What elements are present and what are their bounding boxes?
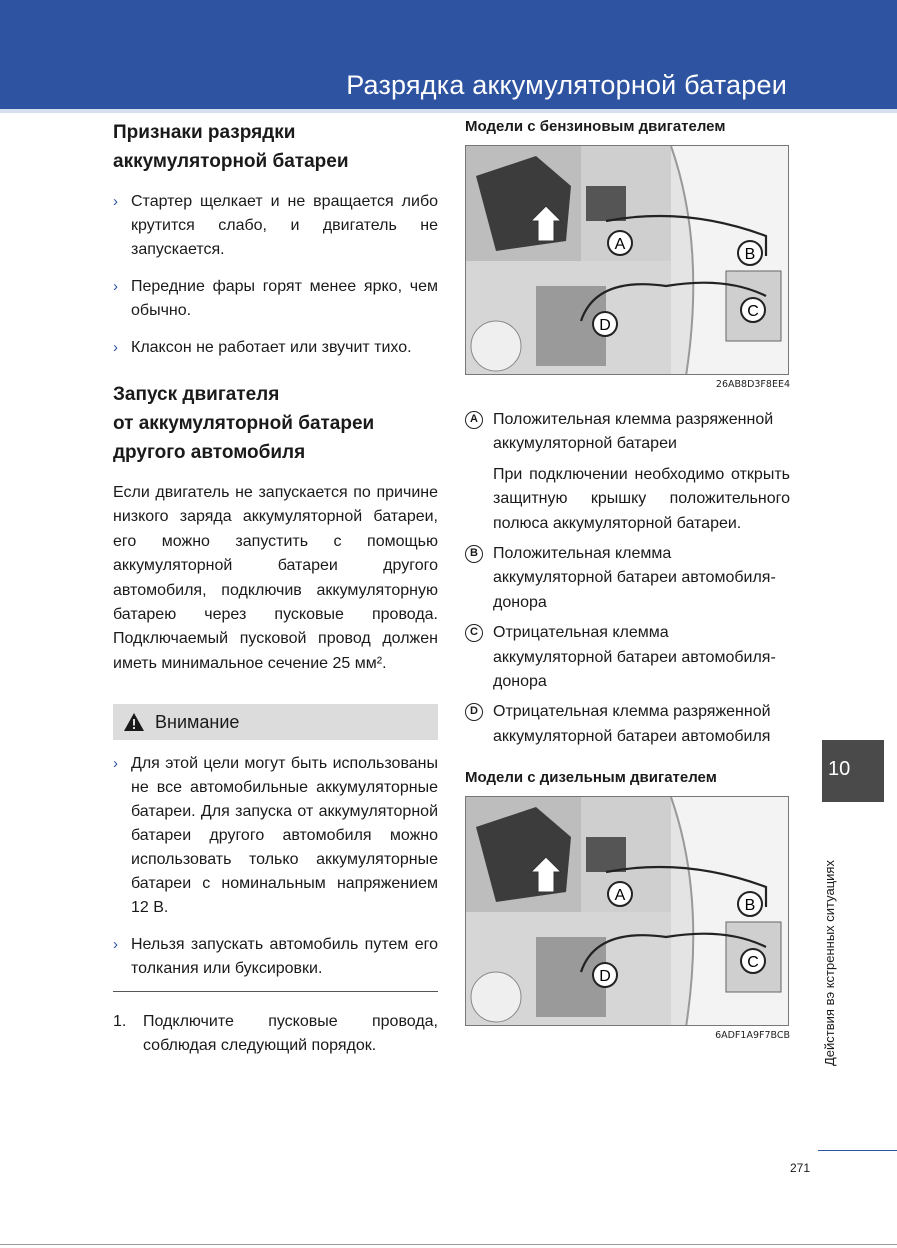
section-title-signs	[113, 118, 438, 176]
jump-title-line-2: от аккумуляторной батареи	[113, 413, 375, 434]
callout-c	[465, 621, 790, 694]
petrol-figure-code: 26AB8D3F8EE4	[715, 379, 790, 390]
callout-letter: D	[465, 703, 483, 721]
chevron-right-icon: ›	[113, 278, 118, 295]
jump-title-line-3: другого автомобиля	[113, 442, 306, 463]
step-number: 1.	[113, 1013, 127, 1031]
right-column	[465, 118, 790, 1041]
diesel-models-title: Модели с дизельным двигателем	[465, 769, 717, 787]
jump-title-line-1: Запуск двигателя	[113, 384, 280, 405]
list-item	[113, 933, 438, 981]
callout-letter: B	[465, 545, 483, 563]
figure-label-b: B	[744, 246, 756, 263]
warnings-list	[113, 752, 438, 981]
label-b-icon	[738, 892, 762, 916]
label-d-icon	[593, 963, 617, 987]
bottom-divider	[0, 1244, 897, 1245]
figure-label-b: B	[744, 897, 756, 915]
signs-title-line-2: аккумуляторной батареи	[113, 151, 349, 172]
callouts-list	[465, 408, 790, 749]
label-c-icon	[741, 949, 765, 973]
chapter-label: Действия вэ кстренных ситуациях	[822, 860, 837, 1066]
list-item	[113, 336, 438, 360]
list-item-text: Передние фары горят менее ярко, чем обычно.	[131, 278, 438, 319]
callout-letter: A	[465, 411, 483, 429]
signs-title-line-1: Признаки разрядки	[113, 122, 296, 143]
page-number: 271	[790, 1161, 811, 1175]
footer-rule	[818, 1150, 897, 1151]
step-text: Подключите пусковые провода, соблюдая следующий порядок.	[143, 1013, 438, 1055]
chevron-right-icon: ›	[113, 339, 118, 356]
left-column	[113, 118, 438, 1058]
callout-text: Положительная клемма разряженной аккумуляторной батареи	[493, 411, 774, 453]
warning-header	[113, 704, 438, 740]
figure-label-c: C	[747, 954, 759, 972]
list-item-text: Клаксон не работает или звучит тихо.	[131, 339, 412, 356]
label-a-icon	[608, 231, 632, 255]
chevron-right-icon: ›	[113, 755, 118, 773]
list-item	[113, 190, 438, 262]
petrol-engine-figure	[465, 145, 789, 375]
callout-note: При подключении необходимо открыть защитную крышку положительного полюса аккумуляторной батареи.	[493, 465, 790, 532]
figure-label-d: D	[599, 317, 611, 334]
callout-text: Отрицательная клемма разряженной аккумуляторной батареи автомобиля	[493, 703, 771, 745]
engine-bay-illustration	[466, 146, 789, 375]
jump-start-paragraph: Если двигатель не запускается по причине низкого заряда аккумуляторной батареи, его можно запустить с помощью аккумуляторной батареи другого автомобиля, подключив аккумуляторную батарею через пусковые провода. Подключаемый пусковой провод должен иметь минимальное сечение 25 мм².	[113, 484, 438, 672]
list-item	[113, 275, 438, 323]
warning-label: Внимание	[155, 711, 240, 732]
label-a-icon	[608, 882, 632, 906]
list-item-text: Для этой цели могут быть использованы не все автомобильные аккумуляторные батареи. Для запуска от аккумуляторной батареи другого автомобиля можно использовать только аккумуляторные батареи с номинальным напряжением 12 В.	[131, 755, 438, 917]
diesel-figure-code: 6ADF1A9F7BCB	[715, 1030, 790, 1042]
warning-triangle-icon	[123, 712, 145, 732]
figure-label-c: C	[747, 303, 759, 320]
chevron-right-icon: ›	[113, 936, 118, 954]
chapter-number-tab: 10	[822, 740, 884, 802]
callout-b	[465, 542, 790, 615]
callout-d	[465, 700, 790, 749]
label-b-icon	[738, 241, 762, 265]
engine-bay-illustration	[466, 797, 789, 1026]
callout-letter: C	[465, 624, 483, 642]
chevron-right-icon: ›	[113, 193, 118, 210]
step-item	[113, 1010, 438, 1058]
list-item	[113, 752, 438, 920]
label-d-icon	[593, 312, 617, 336]
figure-label-a: A	[614, 236, 626, 253]
page-title: Разрядка аккумуляторной батареи	[346, 70, 787, 100]
section-title-jump-start	[113, 380, 438, 467]
list-item-text: Нельзя запускать автомобиль путем его толкания или буксировки.	[131, 936, 438, 978]
label-c-icon	[741, 298, 765, 322]
petrol-models-title: Модели с бензиновым двигателем	[465, 118, 726, 135]
divider	[113, 991, 438, 992]
callout-text: Положительная клемма аккумуляторной батареи автомобиля-донора	[493, 545, 776, 611]
callout-text: Отрицательная клемма аккумуляторной батареи автомобиля-донора	[493, 624, 776, 691]
list-item-text: Стартер щелкает и не вращается либо крутится слабо, и двигатель не запускается.	[131, 193, 438, 258]
page-header	[0, 0, 897, 113]
callout-a	[465, 408, 790, 536]
figure-label-a: A	[614, 887, 626, 905]
figure-label-d: D	[599, 968, 611, 986]
diesel-engine-figure	[465, 796, 789, 1026]
signs-list	[113, 190, 438, 360]
